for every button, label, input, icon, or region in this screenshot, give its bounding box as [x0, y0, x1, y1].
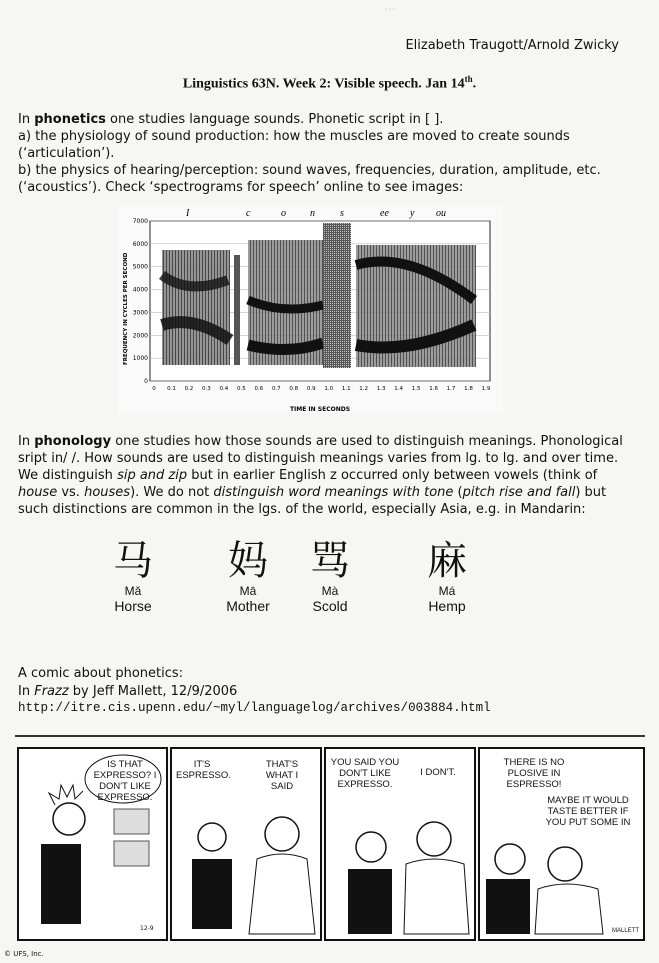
phonetics-intro: [18, 111, 628, 128]
x-tick-label: 0.6: [254, 386, 264, 392]
y-tick-label: 2000: [132, 332, 148, 340]
comic-panel-2: [170, 747, 322, 941]
comic-strip: [15, 735, 645, 949]
speech-bubble: THERE IS NO PLOSIVE IN ESPRESSO!: [503, 757, 565, 790]
intro-pre: In: [18, 112, 35, 127]
phone-label: ou: [436, 208, 446, 219]
meaning: Hemp: [428, 598, 466, 614]
credit-pre: In: [18, 684, 35, 699]
y-tick-label: 0: [144, 378, 148, 385]
y-axis-label: FREQUENCY IN CYCLES PER SECOND: [123, 252, 129, 365]
phonetics-term: phonetics: [34, 112, 106, 127]
x-tick-label: 1.1: [341, 386, 351, 392]
pinyin: Mà: [321, 584, 339, 598]
y-tick-label: 5000: [132, 263, 148, 271]
phonetics-paragraph: [18, 111, 628, 196]
x-axis-label: TIME IN SECONDS: [289, 406, 351, 413]
characters-icon: [480, 749, 643, 939]
comic-title: Frazz: [34, 684, 69, 699]
tone-item: [203, 538, 293, 614]
hanzi: 马: [113, 538, 153, 584]
x-tick-label: 1.7: [446, 386, 456, 392]
phone-label: ee: [380, 208, 389, 219]
x-tick-label: 1.2: [359, 386, 369, 392]
phonology-text2: but in earlier English z occurred only between vowels (think of: [187, 468, 598, 483]
speech-bubble: YOU SAID YOU DON'T LIKE EXPRESSO.: [330, 757, 400, 790]
x-tick-label: 1.6: [429, 386, 438, 392]
speech-bubble: I DON'T.: [420, 767, 456, 778]
x-tick-label: 0.5: [236, 386, 246, 392]
x-tick-label: 0.9: [306, 386, 316, 392]
phonology-pre: In: [18, 434, 35, 449]
phone-label: c: [246, 208, 251, 219]
artist-signature: MALLETT: [611, 928, 639, 934]
comic-panel-3: [324, 747, 476, 941]
tone-item: [402, 538, 492, 614]
authors: Elizabeth Traugott/Arnold Zwicky: [405, 38, 619, 53]
example-sip-zip: sip and zip: [117, 468, 188, 483]
phonetics-line-b: b) the physics of hearing/perception: sound waves, frequencies, duration, amplitude, etc. (‘acoustics’). Check ‘spectrograms for speech’ online to see images:: [18, 163, 601, 195]
spectrogram-svg: [118, 205, 503, 413]
x-tick-label: 1.0: [324, 386, 334, 392]
credit-post: by Jeff Mallett, 12/9/2006: [68, 684, 238, 699]
meaning: Scold: [312, 598, 348, 614]
phonology-text4: ). We do not: [130, 485, 214, 500]
spectrogram-figure: [118, 205, 503, 413]
phonology-term: phonology: [34, 434, 112, 449]
y-tick-label: 3000: [132, 309, 148, 317]
speech-bubble: THAT'S WHAT I SAID: [265, 759, 299, 792]
tone-item: [285, 538, 375, 614]
comic-panel-1: [17, 747, 168, 941]
phone-label: s: [340, 208, 344, 219]
intro-post: one studies language sounds. Phonetic script in [ ].: [105, 112, 444, 127]
bleed-through-text: ···: [385, 4, 396, 16]
hanzi: 妈: [228, 538, 268, 584]
mandarin-tone-examples: [60, 528, 580, 648]
page-title: [0, 74, 659, 93]
pinyin: Mǎ: [124, 584, 142, 598]
pinyin: Má: [438, 584, 456, 598]
phonology-text1: one studies how those sounds are used to distinguish meanings. Phonological sript in/ /. How sounds are used to distinguish meanings varies from lg. to lg. and over time. We distinguish: [18, 434, 623, 483]
x-tick-label: 0: [152, 386, 156, 392]
x-tick-label: 0.2: [184, 386, 194, 392]
comic-credit: [18, 683, 237, 701]
hanzi: 骂: [310, 538, 350, 584]
title-main: Linguistics 63N. Week 2: Visible speech. Jan 14: [182, 76, 465, 92]
comic-panel-4: [478, 747, 645, 941]
example-tone: distinguish word meanings with tone: [213, 485, 454, 500]
example-pitch: pitch rise and fall: [462, 485, 576, 500]
x-tick-label: 1.3: [376, 386, 386, 392]
x-tick-label: 1.9: [481, 386, 491, 392]
title-end: .: [472, 76, 477, 92]
speech-bubble: IT'S ESPRESSO.: [176, 759, 231, 781]
phonology-text5: (: [453, 485, 463, 500]
phonetics-line-a: a) the physiology of sound production: how the muscles are moved to create sounds (‘articulation’).: [18, 129, 570, 161]
phonology-paragraph: [18, 433, 628, 518]
x-tick-label: 0.8: [289, 386, 299, 392]
phone-label: I: [186, 208, 190, 219]
characters-icon: [172, 749, 320, 939]
phone-label: y: [410, 208, 415, 219]
hanzi: 麻: [427, 538, 467, 584]
example-house: house: [18, 485, 58, 500]
frazz-figure-icon: [19, 749, 166, 939]
x-tick-label: 0.7: [271, 386, 281, 392]
characters-icon: [326, 749, 474, 939]
y-tick-label: 6000: [132, 240, 148, 248]
title-superscript: th: [464, 74, 473, 84]
x-tick-label: 1.8: [464, 386, 473, 392]
y-tick-label: 7000: [132, 218, 148, 225]
comic-intro: [18, 665, 237, 701]
phonology-text6: ) but such distinctions are common in the lgs. of the world, especially Asia, e.g. in Mandarin:: [18, 485, 607, 517]
x-tick-label: 0.1: [167, 386, 176, 392]
x-tick-label: 1.4: [394, 386, 404, 392]
phone-label: n: [310, 208, 315, 219]
meaning: Mother: [226, 598, 270, 614]
phonology-text3: vs.: [57, 485, 85, 500]
copyright: © UFS, Inc.: [4, 950, 44, 958]
comic-intro-line: A comic about phonetics:: [18, 666, 184, 681]
example-houses: houses: [84, 485, 131, 500]
speech-bubble: IS THAT EXPRESSO? I DON'T LIKE EXPRESSO.: [93, 759, 157, 803]
y-tick-label: 4000: [132, 286, 148, 294]
tone-item: [88, 538, 178, 614]
pinyin: Mā: [239, 584, 257, 598]
comic-url[interactable]: http://itre.cis.upenn.edu/~myl/languagelog/archives/003884.html: [18, 701, 491, 715]
x-tick-label: 0.4: [219, 386, 229, 392]
meaning: Horse: [114, 598, 152, 614]
y-tick-label: 1000: [132, 355, 148, 363]
speech-bubble: MAYBE IT WOULD TASTE BETTER IF YOU PUT SOME IN: [545, 795, 631, 828]
x-tick-label: 0.3: [202, 386, 211, 392]
x-tick-label: 1.5: [411, 386, 421, 392]
date-mark: 12-9: [140, 925, 154, 932]
phone-label: o: [281, 208, 286, 219]
